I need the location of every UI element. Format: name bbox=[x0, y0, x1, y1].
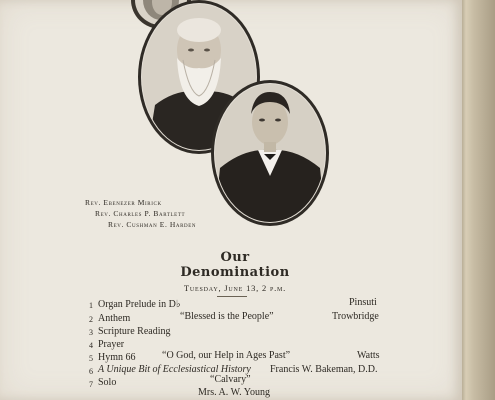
item-number: 6 bbox=[89, 367, 93, 376]
item-detail: “Calvary” bbox=[210, 374, 251, 385]
item-title: Anthem bbox=[98, 313, 131, 324]
caption-mirick-text: Rev. Ebenezer Mirick bbox=[85, 198, 162, 207]
item-number: 2 bbox=[89, 315, 93, 324]
item-number: 1 bbox=[89, 301, 93, 310]
caption-mirick bbox=[85, 197, 162, 208]
item-author: Pinsuti bbox=[349, 297, 377, 308]
item-number: 5 bbox=[89, 354, 93, 363]
solo-performer: Mrs. A. W. Young bbox=[198, 387, 270, 398]
item-title: Scripture Reading bbox=[98, 326, 171, 337]
item-title: Organ Prelude in D♭ bbox=[98, 299, 181, 310]
caption-harden-text: Rev. Cushman E. Harden bbox=[108, 220, 197, 229]
divider bbox=[217, 296, 247, 297]
item-author: Francis W. Bakeman, D.D. bbox=[270, 364, 378, 375]
caption-bartlett-text: Rev. Charles P. Bartlett bbox=[95, 209, 186, 218]
item-number: 3 bbox=[89, 328, 93, 337]
item-author: Watts bbox=[357, 350, 380, 361]
item-detail: “O God, our Help in Ages Past” bbox=[162, 350, 291, 361]
item-title: A Unique Bit of Ecclesiastical History bbox=[98, 364, 251, 375]
section-heading: Our Denomination bbox=[180, 250, 290, 280]
item-title: Solo bbox=[98, 377, 117, 388]
item-number: 4 bbox=[89, 341, 93, 350]
item-title: Prayer bbox=[98, 339, 125, 350]
item-detail: “Blessed is the People” bbox=[180, 311, 274, 322]
caption-bartlett bbox=[95, 208, 185, 219]
portrait-harden bbox=[210, 80, 330, 227]
caption-harden bbox=[108, 219, 196, 230]
page-edge bbox=[462, 0, 495, 400]
item-number: 7 bbox=[89, 380, 93, 389]
item-author: Trowbridge bbox=[332, 311, 379, 322]
item-title: Hymn 66 bbox=[98, 352, 136, 363]
event-date: Tuesday, June 13, 2 p.m. bbox=[183, 283, 287, 293]
